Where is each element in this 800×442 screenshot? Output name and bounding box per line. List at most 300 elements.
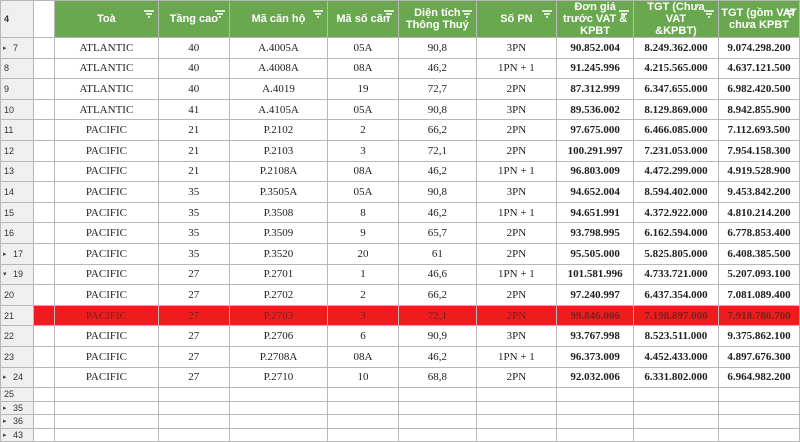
row-number-label: 11 xyxy=(4,125,14,136)
spacer-cell[interactable] xyxy=(34,202,55,223)
empty-cell[interactable] xyxy=(158,415,230,429)
cell-so-pn[interactable]: 2PN xyxy=(476,243,557,264)
cell-tgt-gom-vat[interactable]: 8.942.855.900 xyxy=(718,99,799,120)
header-row xyxy=(1,1,800,38)
row-number[interactable] xyxy=(1,161,34,182)
row-number[interactable] xyxy=(1,367,34,388)
cell-tgt-gom-vat[interactable]: 7.081.089.400 xyxy=(718,285,799,306)
cell-ma-so[interactable]: 19 xyxy=(327,79,398,100)
empty-cell[interactable] xyxy=(230,388,328,402)
cell-dien-tich[interactable]: 90,8 xyxy=(399,38,477,59)
row-number[interactable] xyxy=(1,182,34,203)
cell-so-pn[interactable]: 1PN + 1 xyxy=(476,346,557,367)
cell-toa[interactable]: PACIFIC xyxy=(55,285,158,306)
row-number[interactable] xyxy=(1,428,34,442)
cell-tgt-chua-vat[interactable]: 4.472.299.000 xyxy=(634,161,719,182)
empty-cell[interactable] xyxy=(55,428,158,442)
empty-cell[interactable] xyxy=(476,415,557,429)
cell-don-gia[interactable]: 89.536.002 xyxy=(557,99,634,120)
cell-don-gia[interactable]: 101.581.996 xyxy=(557,264,634,285)
cell-ma-so[interactable]: 6 xyxy=(327,326,398,347)
empty-cell[interactable] xyxy=(158,388,230,402)
row-number[interactable] xyxy=(1,305,34,326)
cell-tgt-gom-vat[interactable]: 9.453.842.200 xyxy=(718,182,799,203)
cell-so-pn[interactable]: 1PN + 1 xyxy=(476,161,557,182)
cell-so-pn[interactable]: 3PN xyxy=(476,182,557,203)
column-header-dien-tich[interactable] xyxy=(399,1,477,38)
table-row xyxy=(1,182,800,203)
cell-ma-so[interactable]: 05A xyxy=(327,182,398,203)
cell-tgt-gom-vat[interactable]: 6.778.853.400 xyxy=(718,223,799,244)
empty-cell[interactable] xyxy=(718,388,799,402)
cell-ma-can[interactable]: P.2710 xyxy=(230,367,328,388)
column-header-label: Thông Thuỷ xyxy=(405,19,469,31)
cell-tgt-chua-vat[interactable]: 7.231.053.000 xyxy=(634,140,719,161)
cell-so-pn[interactable]: 3PN xyxy=(476,38,557,59)
row-number-label: 25 xyxy=(4,389,15,400)
table-row xyxy=(1,161,800,182)
table-row xyxy=(1,223,800,244)
cell-ma-so[interactable]: 2 xyxy=(327,285,398,306)
column-header-label: VAT xyxy=(665,13,687,25)
cell-dien-tich[interactable]: 72,1 xyxy=(399,140,477,161)
row-number-label: 23 xyxy=(4,351,15,362)
cell-tgt-chua-vat[interactable]: 8.594.402.000 xyxy=(634,182,719,203)
cell-tgt-chua-vat[interactable]: 4.452.433.000 xyxy=(634,346,719,367)
empty-cell[interactable] xyxy=(327,415,398,429)
cell-toa[interactable]: ATLANTIC xyxy=(55,58,158,79)
table-row xyxy=(1,99,800,120)
cell-tgt-chua-vat[interactable]: 6.437.354.000 xyxy=(634,285,719,306)
cell-dien-tich[interactable]: 46,2 xyxy=(399,202,477,223)
cell-don-gia[interactable]: 97.240.997 xyxy=(557,285,634,306)
empty-cell[interactable] xyxy=(557,388,634,402)
cell-ma-can[interactable]: P.2706 xyxy=(230,326,328,347)
row-number[interactable] xyxy=(1,243,34,264)
cell-so-pn[interactable]: 2PN xyxy=(476,367,557,388)
table-row xyxy=(1,243,800,264)
empty-cell[interactable] xyxy=(55,388,158,402)
cell-toa[interactable]: ATLANTIC xyxy=(55,79,158,100)
column-header-ma-so[interactable] xyxy=(327,1,398,38)
spacer-cell[interactable] xyxy=(34,140,55,161)
cell-so-pn[interactable]: 1PN + 1 xyxy=(476,202,557,223)
cell-toa[interactable]: ATLANTIC xyxy=(55,38,158,59)
empty-cell[interactable] xyxy=(327,388,398,402)
cell-don-gia[interactable]: 100.291.997 xyxy=(557,140,634,161)
column-header-label: TGT (gồm VAT xyxy=(721,7,797,19)
column-header-label: Mã số căn xyxy=(336,13,390,25)
cell-toa[interactable]: PACIFIC xyxy=(55,305,158,326)
empty-cell[interactable] xyxy=(34,415,55,429)
cell-tgt-gom-vat[interactable]: 7.918.786.700 xyxy=(718,305,799,326)
cell-toa[interactable]: PACIFIC xyxy=(55,182,158,203)
filter-dropdown-icon[interactable] xyxy=(312,9,324,21)
group-toggle-icon[interactable]: ▸ xyxy=(3,418,7,426)
spacer-cell[interactable] xyxy=(34,223,55,244)
cell-ma-can[interactable]: P.2102 xyxy=(230,120,328,141)
cell-ma-so[interactable]: 08A xyxy=(327,161,398,182)
column-header-label: Toà xyxy=(97,13,116,25)
cell-ma-can[interactable]: P.2703 xyxy=(230,305,328,326)
cell-don-gia[interactable]: 94.652.004 xyxy=(557,182,634,203)
cell-tgt-gom-vat[interactable]: 6.982.420.500 xyxy=(718,79,799,100)
cell-tang[interactable]: 40 xyxy=(158,38,230,59)
row-number[interactable] xyxy=(1,415,34,429)
column-header-label: trước VAT & xyxy=(562,13,628,25)
row-number[interactable] xyxy=(1,140,34,161)
cell-tgt-gom-vat[interactable]: 4.810.214.200 xyxy=(718,202,799,223)
cell-so-pn[interactable]: 1PN + 1 xyxy=(476,264,557,285)
cell-ma-can[interactable]: P.2702 xyxy=(230,285,328,306)
cell-ma-can[interactable]: P.3505A xyxy=(230,182,328,203)
cell-tgt-gom-vat[interactable]: 4.897.676.300 xyxy=(718,346,799,367)
cell-don-gia[interactable]: 93.767.998 xyxy=(557,326,634,347)
spacer-cell[interactable] xyxy=(34,285,55,306)
row-number-label: 17 xyxy=(13,248,24,259)
cell-tgt-chua-vat[interactable]: 7.198.897.000 xyxy=(634,305,719,326)
row-number-label: 13 xyxy=(4,166,15,177)
spacer-cell[interactable] xyxy=(34,326,55,347)
spacer-cell[interactable] xyxy=(34,79,55,100)
table-row xyxy=(1,38,800,59)
empty-cell[interactable] xyxy=(230,415,328,429)
cell-toa[interactable]: PACIFIC xyxy=(55,346,158,367)
cell-dien-tich[interactable]: 90,8 xyxy=(399,99,477,120)
spacer-cell[interactable] xyxy=(34,99,55,120)
cell-dien-tich[interactable]: 65,7 xyxy=(399,223,477,244)
empty-row xyxy=(1,401,800,415)
empty-cell[interactable] xyxy=(634,401,719,415)
spacer-cell[interactable] xyxy=(34,243,55,264)
row-number[interactable] xyxy=(1,202,34,223)
cell-so-pn[interactable]: 3PN xyxy=(476,99,557,120)
row-number[interactable] xyxy=(1,99,34,120)
row-number-label: 36 xyxy=(13,416,24,427)
spacer-cell[interactable] xyxy=(34,58,55,79)
row-number-label: 20 xyxy=(4,289,15,300)
column-header-don-gia[interactable] xyxy=(557,1,634,38)
cell-ma-can[interactable]: A.4008A xyxy=(230,58,328,79)
cell-tgt-chua-vat[interactable]: 4.733.721.000 xyxy=(634,264,719,285)
row-number-label: 10 xyxy=(4,104,15,115)
cell-tgt-gom-vat[interactable]: 4.637.121.500 xyxy=(718,58,799,79)
cell-tgt-chua-vat[interactable]: 6.347.655.000 xyxy=(634,79,719,100)
cell-ma-so[interactable]: 08A xyxy=(327,346,398,367)
cell-ma-can[interactable]: P.2108A xyxy=(230,161,328,182)
cell-don-gia[interactable]: 99.846.006 xyxy=(557,305,634,326)
cell-don-gia[interactable]: 90.852.004 xyxy=(557,38,634,59)
filter-dropdown-icon[interactable] xyxy=(143,9,155,21)
column-header-tgt-chua-vat[interactable] xyxy=(634,1,719,38)
cell-dien-tich[interactable]: 68,8 xyxy=(399,367,477,388)
group-toggle-icon[interactable]: ▸ xyxy=(3,431,7,439)
empty-cell[interactable] xyxy=(230,401,328,415)
cell-dien-tich[interactable]: 66,2 xyxy=(399,285,477,306)
cell-ma-so[interactable]: 3 xyxy=(327,305,398,326)
table-row xyxy=(1,140,800,161)
cell-ma-so[interactable]: 08A xyxy=(327,58,398,79)
filter-dropdown-icon[interactable] xyxy=(784,9,796,21)
empty-cell[interactable] xyxy=(34,388,55,402)
cell-tgt-gom-vat[interactable]: 7.112.693.500 xyxy=(718,120,799,141)
cell-toa[interactable]: ATLANTIC xyxy=(55,99,158,120)
row-number[interactable] xyxy=(1,388,34,402)
cell-tgt-gom-vat[interactable]: 6.964.982.200 xyxy=(718,367,799,388)
cell-ma-can[interactable]: P.2103 xyxy=(230,140,328,161)
cell-ma-can[interactable]: P.2708A xyxy=(230,346,328,367)
cell-ma-so[interactable]: 20 xyxy=(327,243,398,264)
column-header-tang[interactable] xyxy=(158,1,230,38)
group-toggle-icon[interactable]: ▾ xyxy=(3,271,7,279)
row-number-label: 16 xyxy=(4,228,15,239)
empty-cell[interactable] xyxy=(557,401,634,415)
row-number[interactable] xyxy=(1,346,34,367)
cell-tgt-gom-vat[interactable]: 9.375.862.100 xyxy=(718,326,799,347)
empty-cell[interactable] xyxy=(55,415,158,429)
empty-cell[interactable] xyxy=(327,428,398,442)
cell-tang[interactable]: 27 xyxy=(158,367,230,388)
cell-ma-can[interactable]: P.2701 xyxy=(230,264,328,285)
spacer-cell[interactable] xyxy=(34,367,55,388)
filter-dropdown-icon[interactable] xyxy=(703,9,715,21)
row-number[interactable] xyxy=(1,264,34,285)
cell-toa[interactable]: PACIFIC xyxy=(55,243,158,264)
cell-don-gia[interactable]: 95.505.000 xyxy=(557,243,634,264)
spacer-cell[interactable] xyxy=(34,346,55,367)
empty-cell[interactable] xyxy=(634,415,719,429)
cell-tgt-chua-vat[interactable]: 8.523.511.000 xyxy=(634,326,719,347)
filter-dropdown-icon[interactable] xyxy=(383,9,395,21)
cell-tgt-chua-vat[interactable]: 4.372.922.000 xyxy=(634,202,719,223)
cell-so-pn[interactable]: 2PN xyxy=(476,305,557,326)
row-number[interactable] xyxy=(1,38,34,59)
empty-cell[interactable] xyxy=(476,428,557,442)
empty-cell[interactable] xyxy=(158,428,230,442)
cell-so-pn[interactable]: 3PN xyxy=(476,326,557,347)
empty-cell[interactable] xyxy=(634,428,719,442)
empty-cell[interactable] xyxy=(718,428,799,442)
cell-ma-can[interactable]: P.3509 xyxy=(230,223,328,244)
cell-dien-tich[interactable]: 90,8 xyxy=(399,182,477,203)
cell-don-gia[interactable]: 94.651.991 xyxy=(557,202,634,223)
cell-ma-can[interactable]: A.4005A xyxy=(230,38,328,59)
cell-toa[interactable]: PACIFIC xyxy=(55,367,158,388)
cell-tgt-gom-vat[interactable]: 5.207.093.100 xyxy=(718,264,799,285)
column-header-label: TGT (Chưa xyxy=(647,1,705,13)
cell-dien-tich[interactable]: 46,2 xyxy=(399,58,477,79)
filter-dropdown-icon[interactable] xyxy=(461,9,473,21)
cell-tang[interactable]: 35 xyxy=(158,223,230,244)
header-corner-filter[interactable] xyxy=(34,1,55,38)
empty-cell[interactable] xyxy=(476,388,557,402)
table-row xyxy=(1,58,800,79)
cell-ma-so[interactable]: 2 xyxy=(327,120,398,141)
cell-so-pn[interactable]: 2PN xyxy=(476,140,557,161)
group-toggle-icon[interactable]: ▸ xyxy=(3,404,7,412)
cell-tang[interactable]: 27 xyxy=(158,285,230,306)
cell-dien-tich[interactable]: 90,9 xyxy=(399,326,477,347)
group-toggle-icon[interactable]: ▸ xyxy=(3,374,7,382)
cell-tang[interactable]: 27 xyxy=(158,264,230,285)
cell-tang[interactable]: 35 xyxy=(158,202,230,223)
column-header-so-pn[interactable] xyxy=(476,1,557,38)
empty-row xyxy=(1,428,800,442)
empty-cell[interactable] xyxy=(476,401,557,415)
cell-don-gia[interactable]: 87.312.999 xyxy=(557,79,634,100)
table-row xyxy=(1,367,800,388)
table-row xyxy=(1,305,800,326)
cell-ma-so[interactable]: 9 xyxy=(327,223,398,244)
cell-tang[interactable]: 35 xyxy=(158,182,230,203)
row-number-label: 15 xyxy=(4,207,15,218)
row-number[interactable] xyxy=(1,285,34,306)
empty-cell[interactable] xyxy=(557,415,634,429)
cell-tang[interactable]: 35 xyxy=(158,243,230,264)
column-header-label: Tầng cao xyxy=(169,13,218,25)
cell-dien-tich[interactable]: 46,2 xyxy=(399,346,477,367)
cell-dien-tich[interactable]: 46,2 xyxy=(399,161,477,182)
cell-dien-tich[interactable]: 46,6 xyxy=(399,264,477,285)
filter-dropdown-icon[interactable] xyxy=(39,9,51,21)
cell-toa[interactable]: PACIFIC xyxy=(55,120,158,141)
row-number[interactable] xyxy=(1,223,34,244)
row-number-label: 8 xyxy=(4,63,10,74)
cell-tang[interactable]: 41 xyxy=(158,99,230,120)
row-number[interactable] xyxy=(1,401,34,415)
cell-toa[interactable]: PACIFIC xyxy=(55,326,158,347)
cell-tang[interactable]: 40 xyxy=(158,58,230,79)
empty-cell[interactable] xyxy=(634,388,719,402)
cell-tang[interactable]: 27 xyxy=(158,326,230,347)
cell-so-pn[interactable]: 2PN xyxy=(476,285,557,306)
column-header-label: Diện tích xyxy=(414,7,461,19)
cell-tgt-chua-vat[interactable]: 4.215.565.000 xyxy=(634,58,719,79)
group-toggle-icon[interactable]: ▸ xyxy=(3,250,7,258)
cell-tgt-gom-vat[interactable]: 7.954.158.300 xyxy=(718,140,799,161)
empty-cell[interactable] xyxy=(34,428,55,442)
cell-ma-can[interactable]: A.4105A xyxy=(230,99,328,120)
cell-ma-so[interactable]: 3 xyxy=(327,140,398,161)
cell-ma-so[interactable]: 10 xyxy=(327,367,398,388)
cell-tang[interactable]: 21 xyxy=(158,161,230,182)
empty-cell[interactable] xyxy=(158,401,230,415)
cell-toa[interactable]: PACIFIC xyxy=(55,202,158,223)
filter-dropdown-icon[interactable] xyxy=(214,9,226,21)
cell-toa[interactable]: PACIFIC xyxy=(55,223,158,244)
cell-tgt-chua-vat[interactable]: 6.466.085.000 xyxy=(634,120,719,141)
cell-toa[interactable]: PACIFIC xyxy=(55,161,158,182)
empty-cell[interactable] xyxy=(327,401,398,415)
column-header-label: Đơn giá xyxy=(574,1,616,13)
cell-tgt-chua-vat[interactable]: 6.331.802.000 xyxy=(634,367,719,388)
row-number-label: 12 xyxy=(4,145,15,156)
empty-cell[interactable] xyxy=(230,428,328,442)
cell-tgt-chua-vat[interactable]: 6.162.594.000 xyxy=(634,223,719,244)
cell-tgt-gom-vat[interactable]: 6.408.385.500 xyxy=(718,243,799,264)
filter-dropdown-icon[interactable] xyxy=(618,9,630,21)
empty-cell[interactable] xyxy=(34,401,55,415)
cell-don-gia[interactable]: 96.803.009 xyxy=(557,161,634,182)
cell-tgt-gom-vat[interactable]: 9.074.298.200 xyxy=(718,38,799,59)
empty-cell[interactable] xyxy=(557,428,634,442)
column-header-label: KPBT xyxy=(580,25,611,37)
cell-tang[interactable]: 21 xyxy=(158,140,230,161)
empty-cell[interactable] xyxy=(718,415,799,429)
column-header-toa[interactable] xyxy=(55,1,158,38)
column-header-ma-can[interactable] xyxy=(230,1,328,38)
table-row xyxy=(1,346,800,367)
row-number[interactable]: 4 xyxy=(1,1,34,38)
empty-cell[interactable] xyxy=(718,401,799,415)
cell-tgt-chua-vat[interactable]: 8.129.869.000 xyxy=(634,99,719,120)
spacer-cell[interactable] xyxy=(34,38,55,59)
cell-don-gia[interactable]: 92.032.006 xyxy=(557,367,634,388)
table-row xyxy=(1,285,800,306)
row-number[interactable] xyxy=(1,326,34,347)
cell-dien-tich[interactable]: 72,7 xyxy=(399,79,477,100)
cell-tang[interactable]: 27 xyxy=(158,346,230,367)
row-number[interactable] xyxy=(1,79,34,100)
cell-don-gia[interactable]: 97.675.000 xyxy=(557,120,634,141)
cell-ma-can[interactable]: A.4019 xyxy=(230,79,328,100)
spacer-cell[interactable] xyxy=(34,161,55,182)
spacer-cell[interactable] xyxy=(34,120,55,141)
cell-don-gia[interactable]: 96.373.009 xyxy=(557,346,634,367)
spacer-cell[interactable] xyxy=(34,264,55,285)
column-header-tgt-gom-vat[interactable] xyxy=(718,1,799,38)
cell-don-gia[interactable]: 91.245.996 xyxy=(557,58,634,79)
cell-ma-so[interactable]: 1 xyxy=(327,264,398,285)
cell-tang[interactable]: 40 xyxy=(158,79,230,100)
cell-don-gia[interactable]: 93.798.995 xyxy=(557,223,634,244)
cell-ma-so[interactable]: 05A xyxy=(327,99,398,120)
filter-dropdown-icon[interactable] xyxy=(541,9,553,21)
empty-cell[interactable] xyxy=(399,428,477,442)
cell-tgt-chua-vat[interactable]: 5.825.805.000 xyxy=(634,243,719,264)
cell-ma-so[interactable]: 05A xyxy=(327,38,398,59)
cell-tgt-gom-vat[interactable]: 4.919.528.900 xyxy=(718,161,799,182)
cell-ma-so[interactable]: 8 xyxy=(327,202,398,223)
group-toggle-icon[interactable]: ▸ xyxy=(3,44,7,52)
cell-dien-tich[interactable]: 66,2 xyxy=(399,120,477,141)
cell-so-pn[interactable]: 1PN + 1 xyxy=(476,58,557,79)
table-row xyxy=(1,79,800,100)
row-number[interactable] xyxy=(1,120,34,141)
cell-ma-can[interactable]: P.3520 xyxy=(230,243,328,264)
cell-tang[interactable]: 21 xyxy=(158,120,230,141)
empty-cell[interactable] xyxy=(399,388,477,402)
cell-tang[interactable]: 27 xyxy=(158,305,230,326)
cell-so-pn[interactable]: 2PN xyxy=(476,223,557,244)
table-row xyxy=(1,326,800,347)
spacer-cell[interactable] xyxy=(34,305,55,326)
cell-so-pn[interactable]: 2PN xyxy=(476,120,557,141)
cell-toa[interactable]: PACIFIC xyxy=(55,264,158,285)
spacer-cell[interactable] xyxy=(34,182,55,203)
empty-cell[interactable] xyxy=(399,401,477,415)
row-number[interactable] xyxy=(1,58,34,79)
cell-tgt-chua-vat[interactable]: 8.249.362.000 xyxy=(634,38,719,59)
cell-so-pn[interactable]: 2PN xyxy=(476,79,557,100)
cell-ma-can[interactable]: P.3508 xyxy=(230,202,328,223)
cell-toa[interactable]: PACIFIC xyxy=(55,140,158,161)
table-row xyxy=(1,202,800,223)
cell-dien-tich[interactable]: 72,1 xyxy=(399,305,477,326)
empty-cell[interactable] xyxy=(399,415,477,429)
cell-dien-tich[interactable]: 61 xyxy=(399,243,477,264)
empty-cell[interactable] xyxy=(55,401,158,415)
